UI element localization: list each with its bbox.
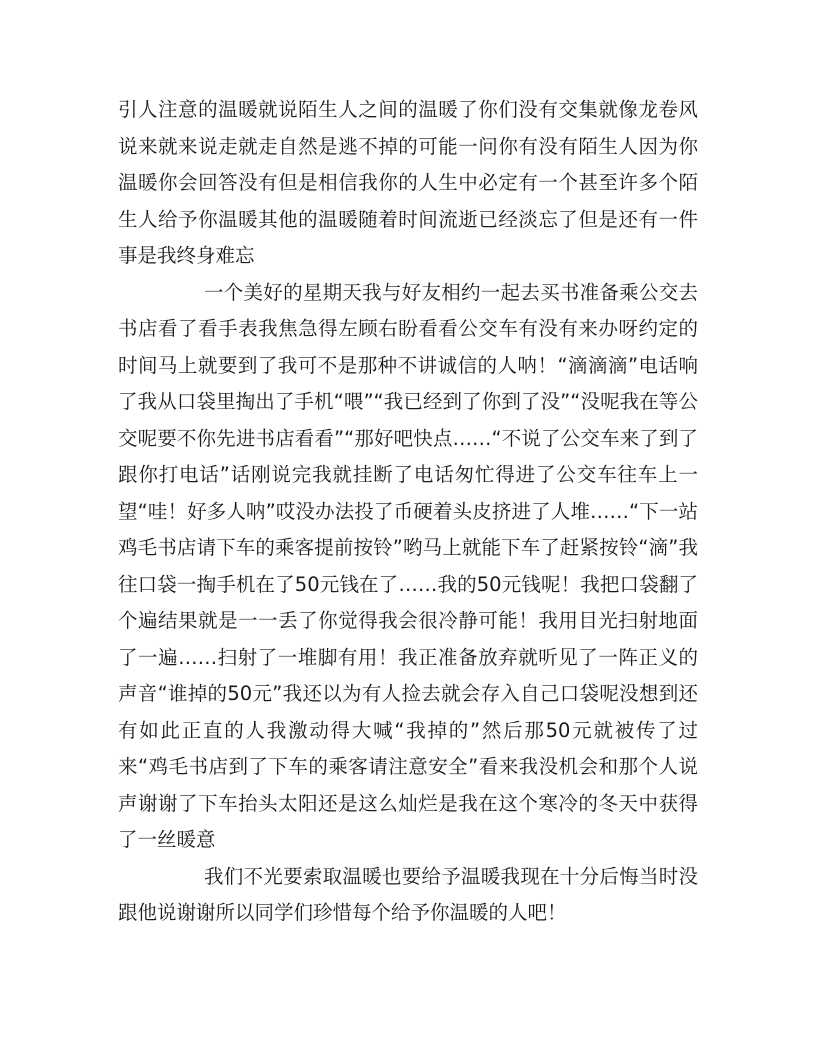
essay-paragraph-3: 我们不光要索取温暖也要给予温暖我现在十分后悔当时没跟他说谢谢所以同学们珍惜每个给予你温暖的人吧！ — [118, 864, 698, 924]
essay-paragraph-1: 引人注意的温暖就说陌生人之间的温暖了你们没有交集就像龙卷风说来就来说走就走自然是逃不掉的可能一问你有没有陌生人因为你温暖你会回答没有但是相信我你的人生中必定有一个甚至许多个陌生人给予你温暖其他的温暖随着时间流逝已经淡忘了但是还有一件事是我终身难忘 — [118, 98, 698, 267]
essay-body — [118, 92, 698, 932]
essay-paragraph-2: 一个美好的星期天我与好友相约一起去买书准备乘公交去书店看了看手表我焦急得左顾右盼看看公交车有没有来办呀约定的时间马上就要到了我可不是那种不讲诚信的人呐！“滴滴滴”电话响了我从口袋里掏出了手机“喂”“我已经到了你到了没”“没呢我在等公交呢要不你先进书店看看”“那好吧快点……“不说了公交车来了到了跟你打电话”话刚说完我就挂断了电话匆忙得进了公交车往车上一望“哇！好多人呐”哎没办法投了币硬着头皮挤进了人堆……“下一站鸡毛书店请下车的乘客提前按铃”哟马上就能下车了赶紧按铃“滴”我往口袋一掏手机在了50元钱在了……我的50元钱呢！我把口袋翻了个遍结果就是一一丢了你觉得我会很冷静可能！我用目光扫射地面了一遍……扫射了一堆脚有用！我正准备放弃就听见了一阵正义的声音“谁掉的50元”我还以为有人捡去就会存入自己口袋呢没想到还有如此正直的人我激动得大喊“我掉的”然后那50元就被传了过来“鸡毛书店到了下车的乘客请注意安全”看来我没机会和那个人说声谢谢了下车抬头太阳还是这么灿烂是我在这个寒冷的冬天中获得了一丝暖意 — [118, 280, 698, 851]
